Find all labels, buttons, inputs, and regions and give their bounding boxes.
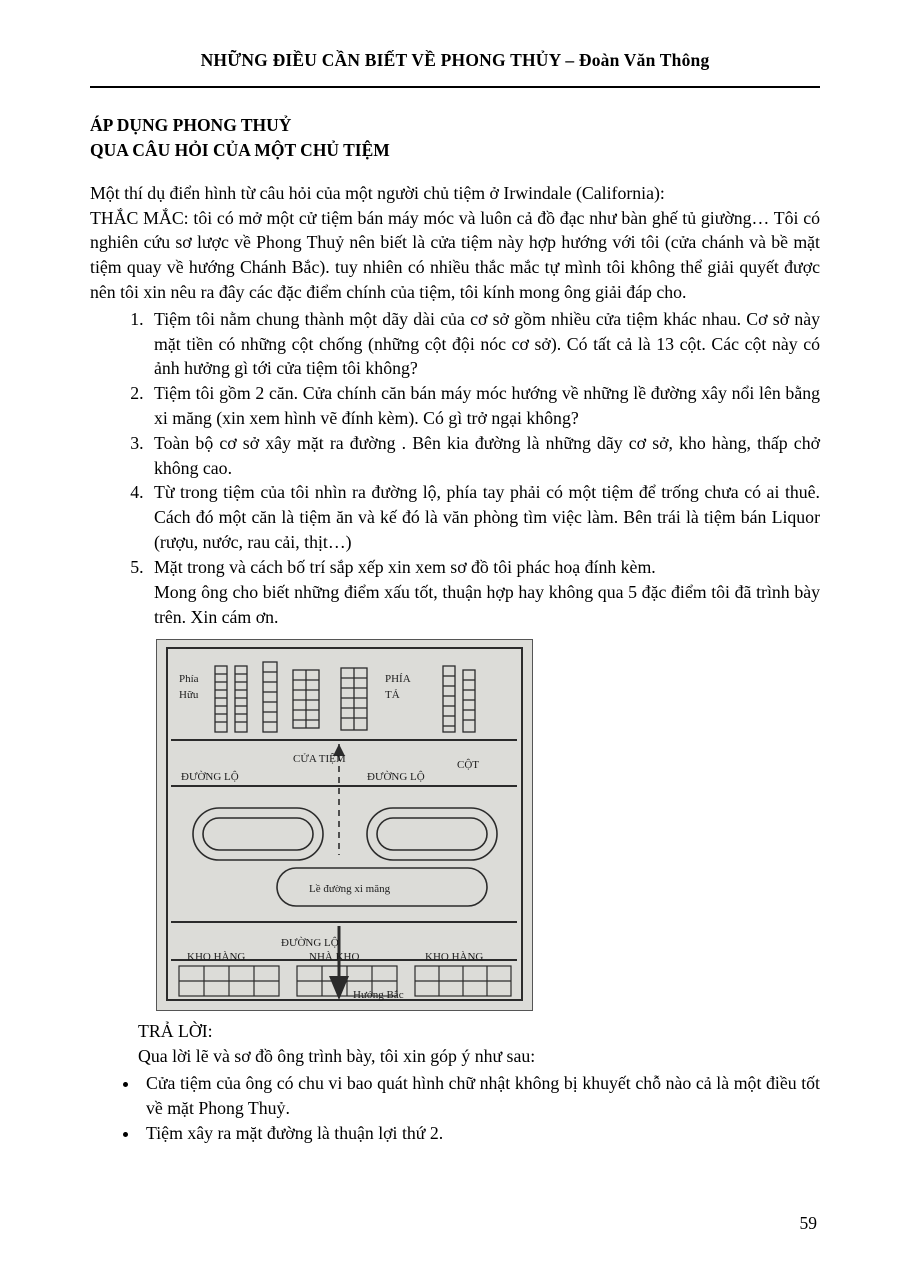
page-content: [90, 113, 820, 1145]
figure-label-direction: Hướng Bắc: [353, 989, 404, 1002]
answer-intro: Qua lời lẽ và sơ đồ ông trình bày, tôi xin góp ý như sau:: [138, 1046, 536, 1067]
floorplan-sketch: [157, 640, 532, 1010]
figure-label-warehouse-2: NHÀ KHO: [309, 951, 360, 964]
list-item: 4. Từ trong tiệm của tôi nhìn ra đường lộ, phía tay phải có một tiệm để trống chưa có ai thuê. Cách đó một căn là tiệm ăn và kế đó là văn phòng tìm việc làm. Bên trái là tiệm bán Liquor (rượu, nước, rau cải, thịt…): [148, 480, 820, 554]
question-list: [90, 307, 820, 630]
list-item: • Tiệm xây ra mặt đường là thuận lợi thứ 2.: [140, 1121, 820, 1146]
figure-label-road-right: ĐƯỜNG LỘ: [367, 771, 425, 784]
figure-label-right-side-2: TẢ: [385, 689, 400, 702]
figure-label-left-side-2: Hữu: [179, 689, 199, 702]
answer-section: [138, 1019, 820, 1069]
section-title-line1: ÁP DỤNG PHONG THUỶ: [90, 115, 292, 135]
intro-paragraph-1: Một thí dụ điển hình từ câu hỏi của một người chủ tiệm ở Irwindale (California):: [90, 182, 665, 203]
figure-label-warehouse-1: KHO HÀNG: [187, 951, 246, 964]
page-number: 59: [799, 1213, 817, 1233]
list-item: 3. Toàn bộ cơ sở xây mặt ra đường . Bên kia đường là những dãy cơ sở, kho hàng, thấp chở không cao.: [148, 431, 820, 481]
header-divider: [90, 86, 820, 88]
answer-label: TRẢ LỜI:: [138, 1021, 213, 1042]
section-title: [90, 113, 820, 163]
list-item-text: Mặt trong và cách bố trí sắp xếp xin xem sơ đồ tôi phác hoạ đính kèm.: [154, 556, 656, 577]
figure-label-column: CỘT: [457, 759, 479, 772]
list-item: • Cửa tiệm của ông có chu vi bao quát hình chữ nhật không bị khuyết chỗ nào cả là một điều tốt về mặt Phong Thuỷ.: [140, 1071, 820, 1121]
figure-label-curb: Lề đường xi măng: [309, 883, 391, 896]
figure-label-shop-door: CỬA TIỆM: [293, 753, 346, 766]
figure-label-warehouse-3: KHO HÀNG: [425, 951, 484, 964]
answer-points-list: [90, 1071, 820, 1145]
figure-label-road-left: ĐƯỜNG LỘ: [181, 771, 239, 784]
list-item: 2. Tiệm tôi gồm 2 căn. Cửa chính căn bán máy móc hướng về những lề đường xây nổi lên bằng xi măng (xin xem hình vẽ đính kèm). Có gì trở ngại không?: [148, 381, 820, 431]
section-title-line2: QUA CÂU HỎI CỦA MỘT CHỦ TIỆM: [90, 139, 390, 160]
figure-label-road-mid: ĐƯỜNG LỘ: [281, 937, 339, 950]
list-item: [148, 555, 820, 629]
running-header: NHỮNG ĐIỀU CẦN BIẾT VỀ PHONG THỦY – Đoàn Văn Thông: [200, 50, 710, 70]
intro-paragraph-2: THẮC MẮC: tôi có mở một cử tiệm bán máy móc và luôn cả đồ đạc như bàn ghế tủ giường… Tôi có nghiên cứu sơ lược về Phong Thuỷ nên biết là cửa tiệm này hợp hướng với tôi (cửa chánh và bề mặt tiệm quay về hướng Chánh Bắc). tuy nhiên có nhiều thắc mắc tự mình tôi không thể giải quyết được nên tôi xin nêu ra đây các đặc điểm chính của tiệm, tôi kính mong ông giải đáp cho.: [90, 207, 820, 302]
figure-label-left-side: Phía: [179, 673, 199, 686]
closing-paragraph: Mong ông cho biết những điểm xấu tốt, thuận hợp hay không qua 5 đặc điểm tôi đã trình bày trên. Xin cám ơn.: [154, 581, 820, 627]
figure-label-right-side: PHÍA: [385, 673, 411, 686]
list-item: 1. Tiệm tôi nằm chung thành một dãy dài của cơ sở gồm nhiều cửa tiệm khác nhau. Cơ sở này mặt tiền có những cột chống (những cột đội nóc cơ sở). Có tất cả là 13 cột. Các cột này có ảnh hưởng gì tới cửa tiệm tôi không?: [148, 307, 820, 381]
hand-drawn-floorplan-figure: [156, 639, 533, 1011]
